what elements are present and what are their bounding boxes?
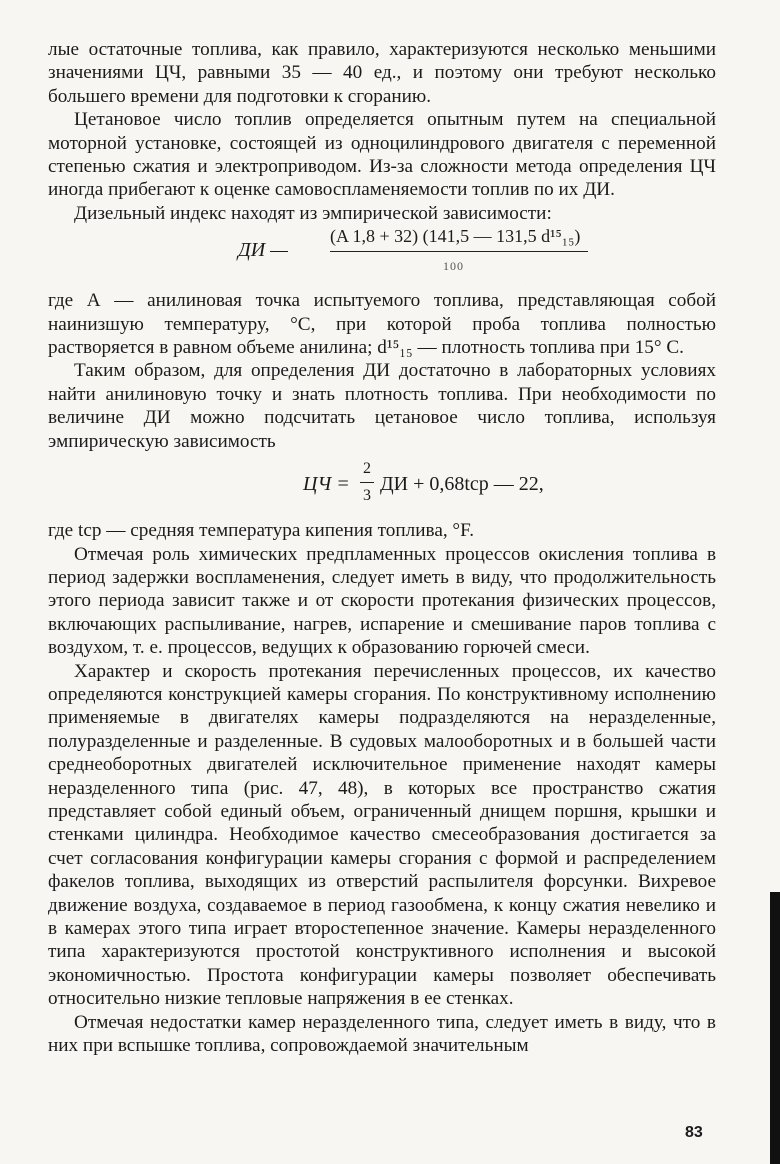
formula2-lhs: ЦЧ = bbox=[303, 473, 350, 496]
page-number: 83 bbox=[685, 1124, 703, 1141]
paragraph-5: Таким образом, для определения ДИ достаточно в лабораторных условиях найти анилиновую точку и знать плотность топлива. При необходимости по величине ДИ можно подсчитать цетановое число топлива, используя эмпирическую зависимость bbox=[48, 360, 716, 452]
formula-diesel-index bbox=[48, 225, 716, 289]
formula2-fraction bbox=[360, 457, 374, 507]
page-body bbox=[48, 38, 716, 1057]
formula1-numerator: (A 1,8 + 32) (141,5 — 131,5 d¹⁵₁₅) bbox=[330, 226, 581, 247]
paragraph-9: Отмечая недостатки камер неразделенного типа, следует иметь в виду, что в них при вспышке топлива, сопровождаемой значительным bbox=[48, 1011, 716, 1057]
paragraph-2: Цетановое число топлив определяется опытным путем на специальной моторной установке, состоящей из одноцилиндрового двигателя с переменной степенью сжатия и электроприводом. Из-за сложности метода определения ЦЧ иногда прибегают к оценке самовоспламеняемости топлив по их ДИ. bbox=[48, 109, 716, 201]
formula2-rhs: ДИ + 0,68tср — 22, bbox=[380, 473, 544, 496]
formula2-frac-den: 3 bbox=[363, 486, 371, 504]
paragraph-3: Дизельный индекс находят из эмпирической зависимости: bbox=[74, 202, 552, 224]
formula1-fraction-bar bbox=[330, 251, 588, 252]
formula2-frac-num: 2 bbox=[363, 460, 371, 478]
paragraph-1: лые остаточные топлива, как правило, характеризуются несколько меньшими значениями ЦЧ, равными 35 — 40 ед., и поэтому они требуют несколько большего времени для подготовки к сгоранию. bbox=[48, 39, 716, 107]
paragraph-6: где tср — средняя температура кипения топлива, °F. bbox=[48, 520, 475, 542]
formula1-lhs: ДИ — bbox=[238, 239, 288, 262]
paragraph-8: Характер и скорость протекания перечисленных процессов, их качество определяются конструкцией камеры сгорания. По конструктивному исполнению применяемые в двигателях камеры подразделяются на неразделенные, полуразделенные и разделенные. В судовых малооборотных и в большей части среднеоборотных двигателей исключительное применение находят камеры неразделенного типа (рис. 47, 48), в которых все пространство сжатия представляет собой единый объем, ограниченный днищем поршня, крышки и стенками цилиндра. Необходимое качество смесеобразования достигается за счет согласования конфигурации камеры сгорания с формой и распределением факелов топлива, выходящих из отверстий распылителя форсунки. Вихревое движение воздуха, создаваемое в период газообмена, к концу сжатия невелико и в камерах этого типа играет второстепенное значение. Камеры неразделенного типа характеризуются простотой конструктивного исполнения и высокой экономичностью. Простота конфигурации камеры позволяет обеспечивать относительно низкие тепловые напряжения в ее стенках. bbox=[48, 660, 716, 1010]
formula2-frac-bar bbox=[360, 482, 374, 483]
paragraph-4: где А — анилиновая точка испытуемого топлива, представляющая собой наинизшую температуру, °С, при которой проба топлива полностью растворяется в равном объеме анилина; d¹⁵₁₅ — плотность топлива при 15° С. bbox=[48, 290, 716, 359]
formula1-denominator: 100 bbox=[443, 259, 464, 274]
paragraph-7: Отмечая роль химических предпламенных процессов окисления топлива в период задержки воспламенения, следует иметь в виду, что продолжительность этого периода зависит также и от скорости протекания физических процессов, включающих распыливание, нагрев, испарение и смешивание паров топлива с воздухом, т. е. процессов, ведущих к образованию горючей смеси. bbox=[48, 543, 716, 659]
formula-cetane-number bbox=[48, 457, 716, 513]
scan-edge bbox=[770, 892, 780, 1164]
